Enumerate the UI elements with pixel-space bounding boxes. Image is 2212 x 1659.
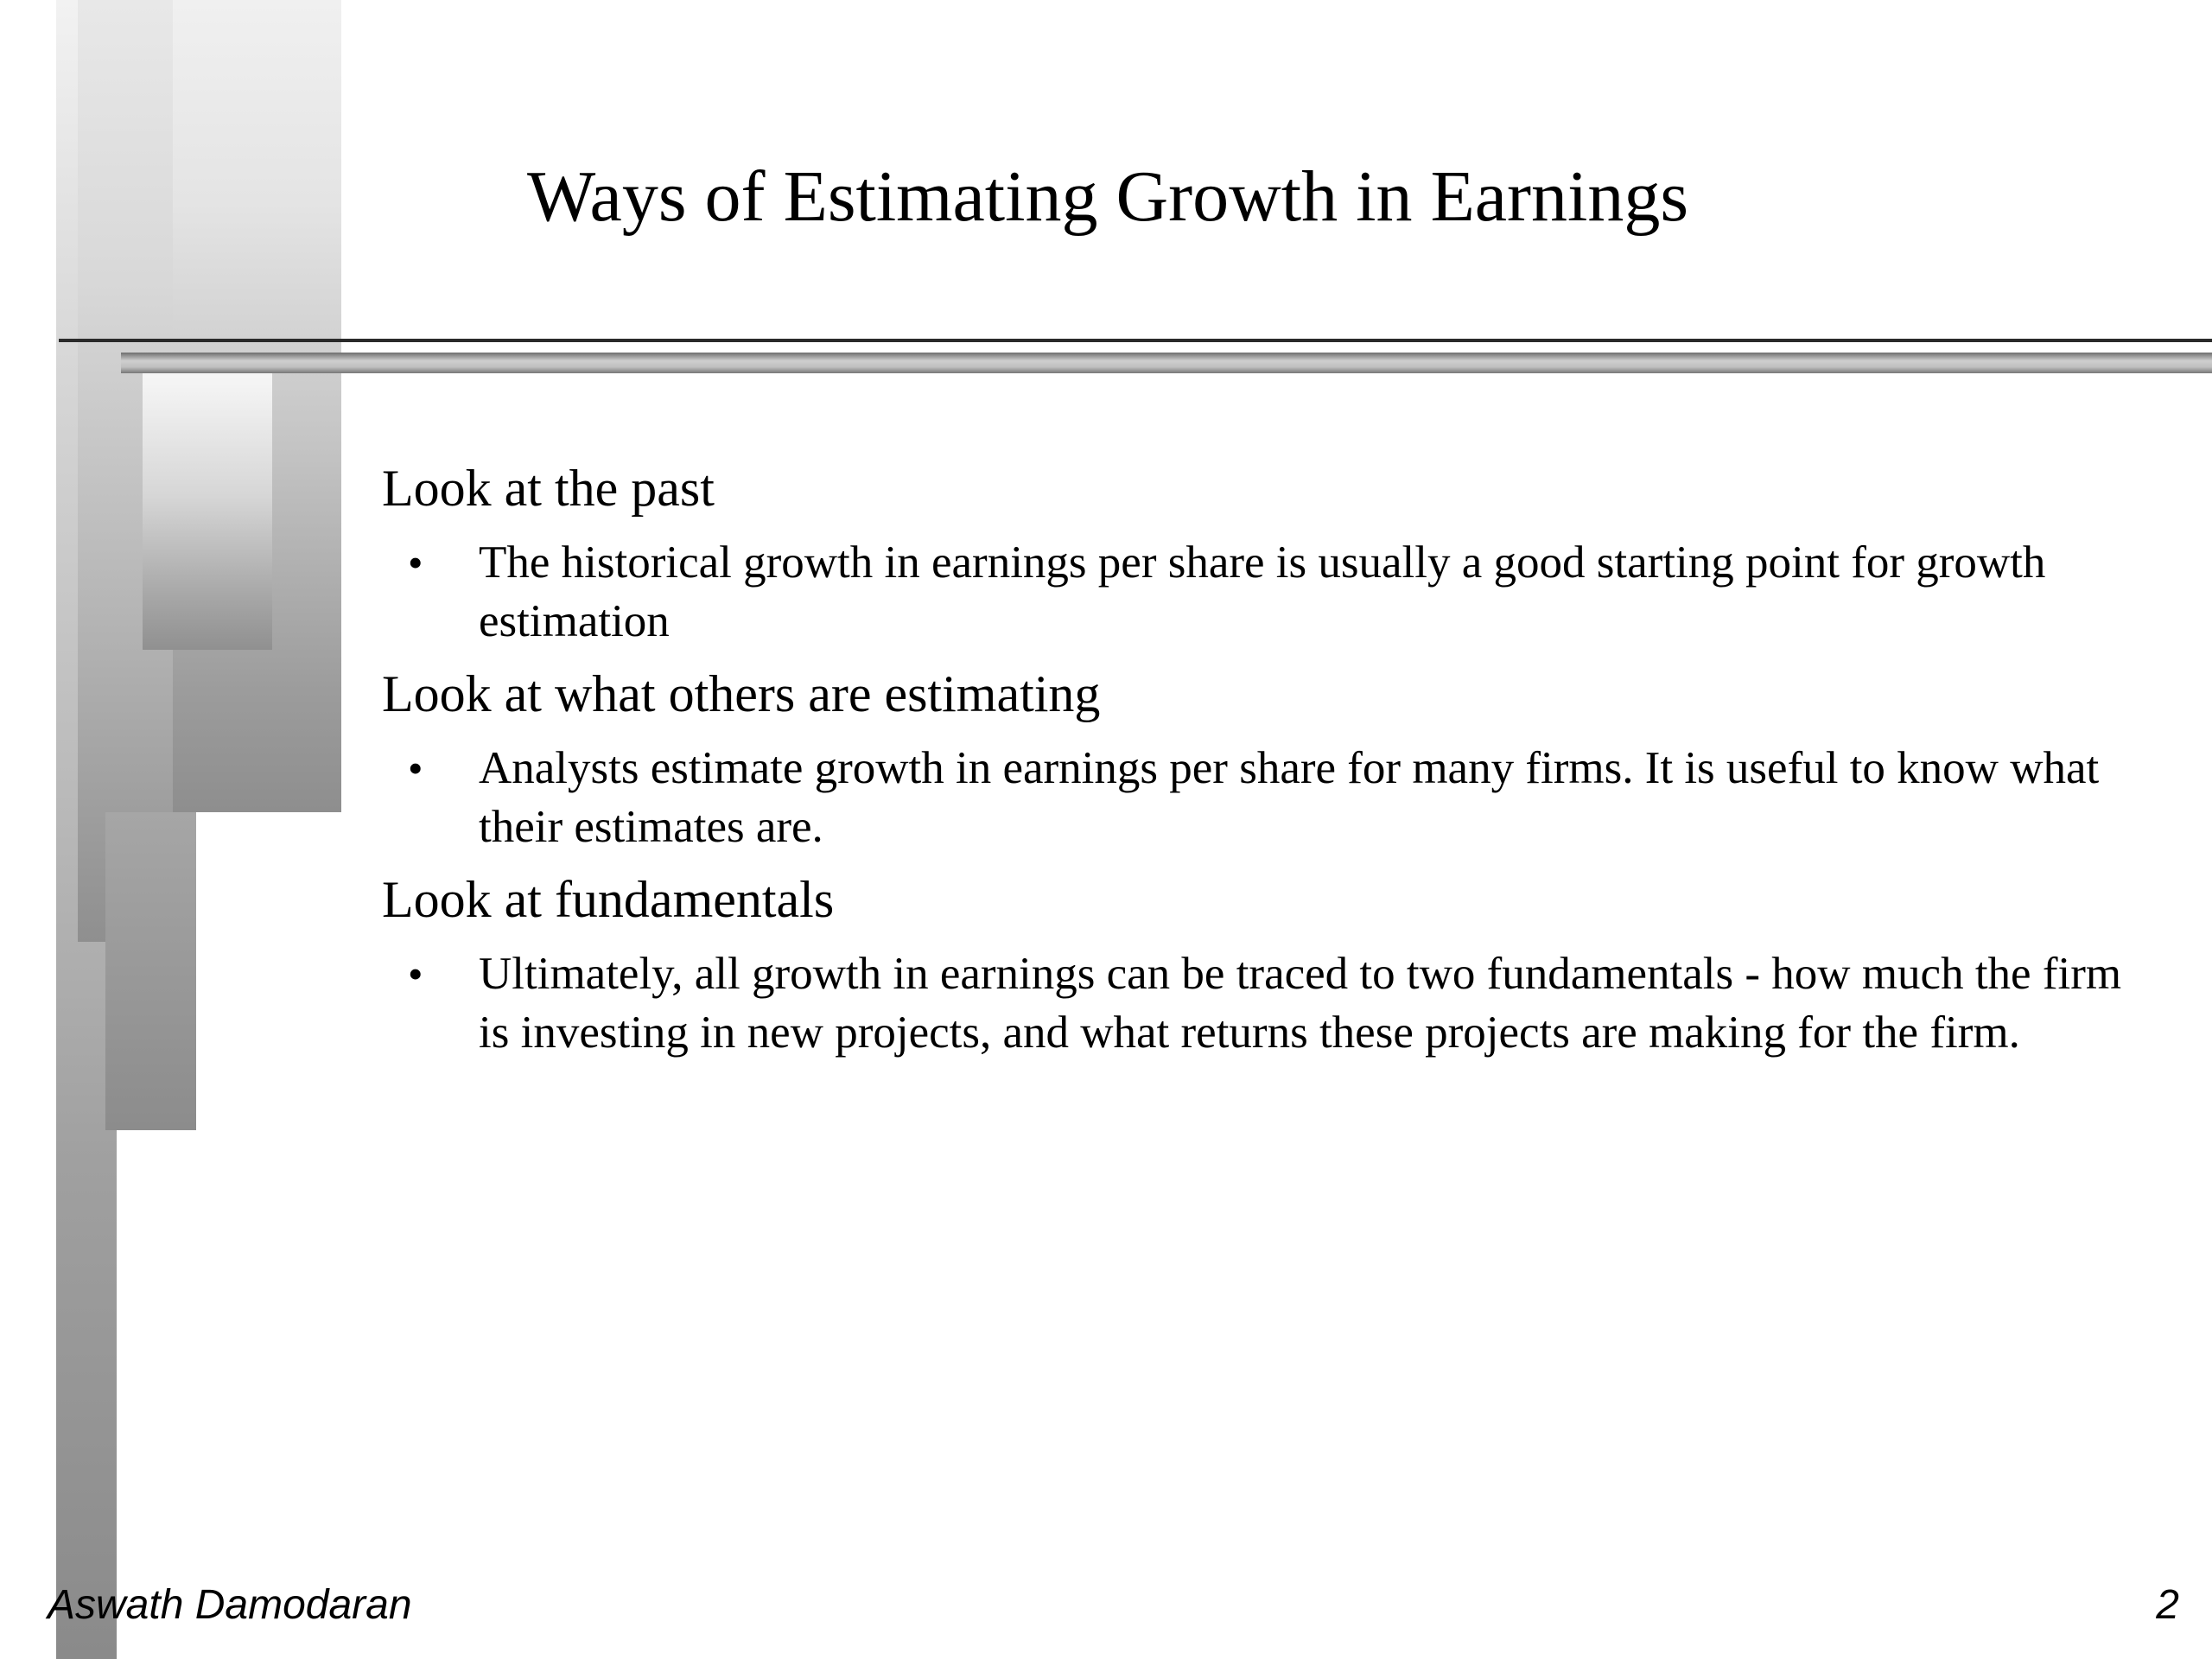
bullet-item — [382, 739, 2145, 856]
slide-title: Ways of Estimating Growth in Earnings — [527, 156, 1689, 237]
decorative-bar-lower — [105, 812, 196, 1130]
bullet-icon: • — [408, 744, 423, 792]
section-others — [382, 659, 2145, 856]
bullet-text: Ultimately, all growth in earnings can be traced to two fundamentals - how much the firm is investing in new projects, and what returns these projects are making for the firm. — [479, 949, 2122, 1058]
footer-author: Aswath Damodaran — [48, 1582, 412, 1628]
bullet-icon: • — [408, 950, 423, 998]
bullet-item — [382, 533, 2145, 651]
section-past — [382, 454, 2145, 651]
section-heading: Look at the past — [382, 460, 715, 517]
header-rule-thin — [59, 339, 2212, 342]
header-rule-thick — [121, 353, 2212, 373]
bullet-icon: • — [408, 538, 423, 587]
bullet-item — [382, 944, 2145, 1062]
section-heading: Look at fundamentals — [382, 871, 835, 928]
bullet-text: The historical growth in earnings per share is usually a good starting point for growth estimation — [479, 537, 2046, 646]
slide-content — [382, 454, 2145, 1071]
page-number: 2 — [2156, 1582, 2179, 1628]
bullet-text: Analysts estimate growth in earnings per share for many firms. It is useful to know what their estimates are. — [479, 743, 2100, 852]
section-fundamentals — [382, 865, 2145, 1062]
decorative-bar-block — [143, 372, 272, 650]
section-heading: Look at what others are estimating — [382, 665, 1101, 722]
